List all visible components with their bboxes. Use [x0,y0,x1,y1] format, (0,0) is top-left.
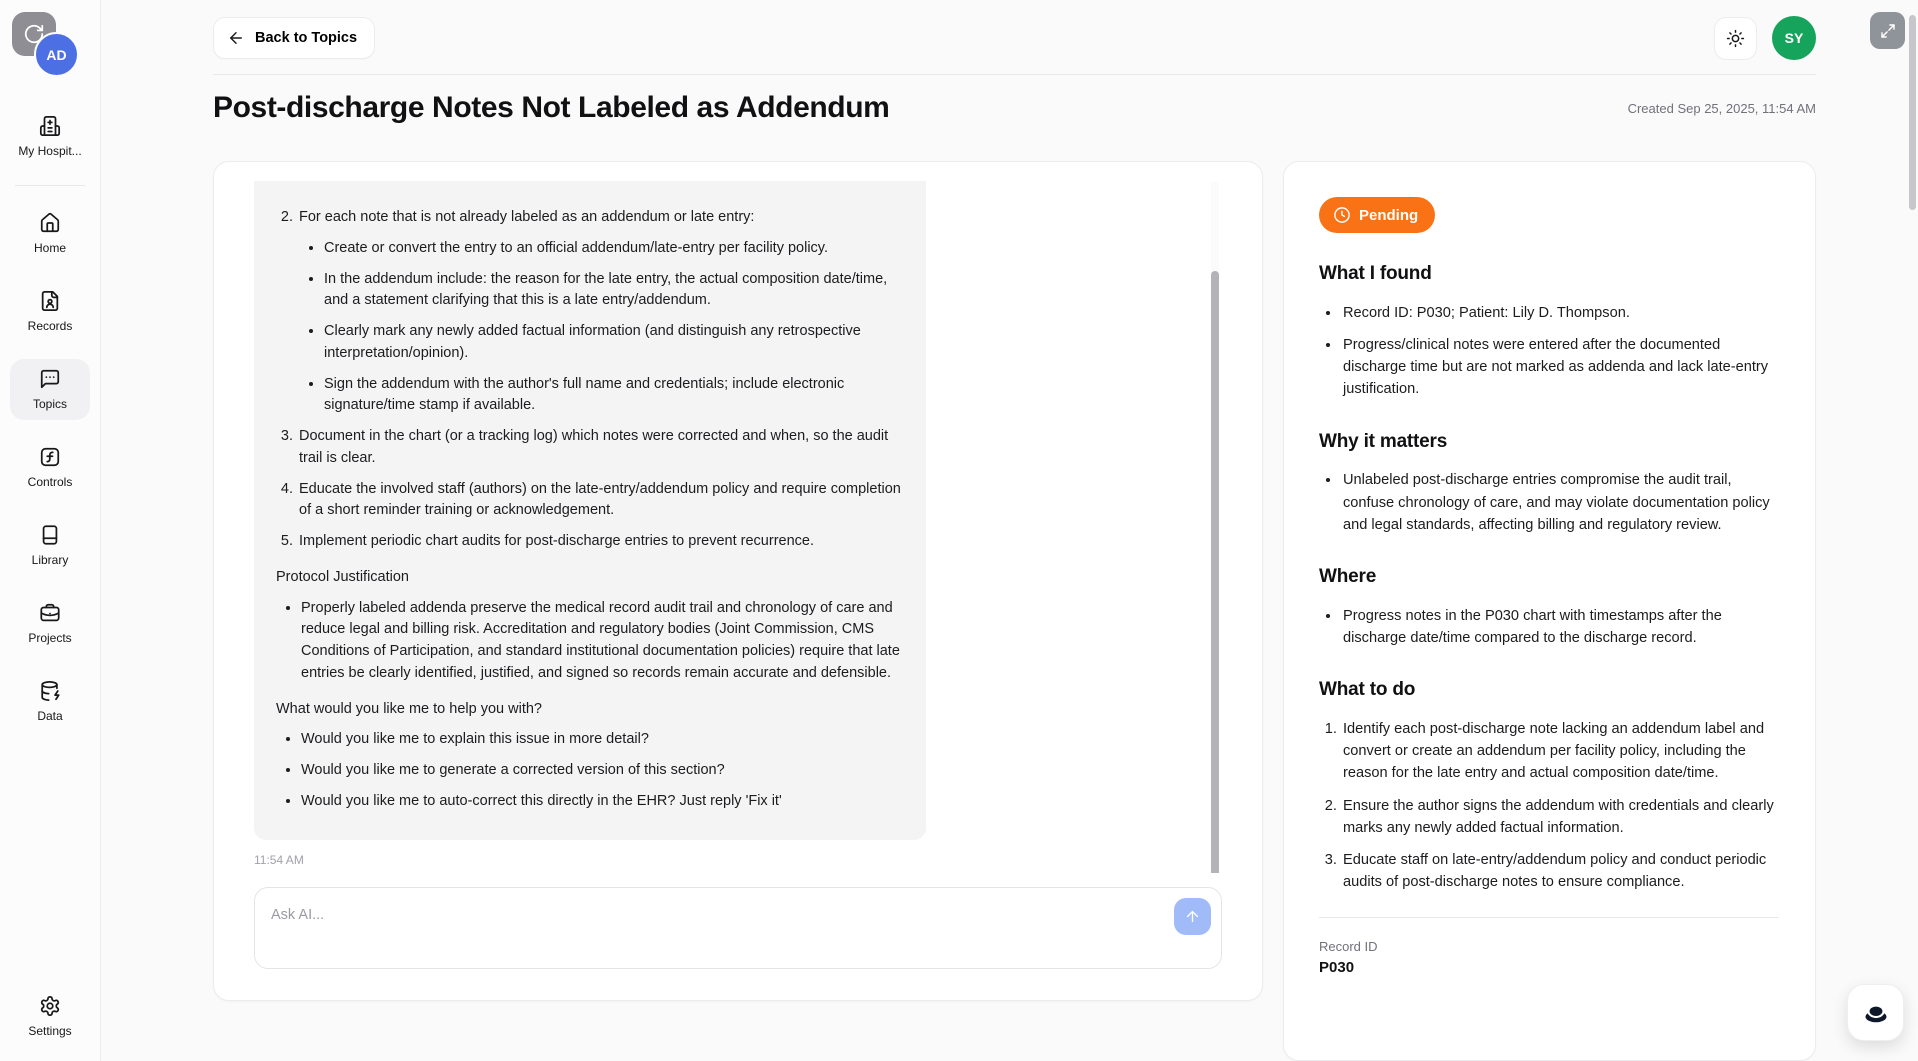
sidebar-item-library[interactable] [10,515,90,576]
topbar-right [1714,16,1816,60]
arrow-up-icon [1184,908,1201,925]
sidebar-item-records[interactable] [10,281,90,342]
message-list-item: 3. Document in the chart (or a tracking log) which notes were corrected and when, so the audit trail is clear. [297,426,908,470]
panel-section-list [1319,605,1779,649]
message-list-item: • Would you like me to explain this issue in more detail? [301,729,908,751]
controls-function-icon [39,446,61,468]
topics-chat-icon [39,368,61,390]
sidebar-item-label: Controls [27,475,73,489]
panel-divider [1319,917,1779,918]
message-sublist-item: • In the addendum include: the reason for the late entry, the actual composition date/time, and a statement clarifying that this is a late entry/addendum. [324,269,908,313]
header-divider [213,74,1816,75]
message-sublist-item: • Clearly mark any newly added factual information (and distinguish any retrospective interpretation/opinion). [324,321,908,365]
logo-stack [12,12,92,82]
page-title: Post-discharge Notes Not Labeled as Addendum [213,91,890,124]
panel-list-item: 3. Educate staff on late-entry/addendum policy and conduct periodic audits of post-discharge notes to ensure compliance. [1341,849,1779,893]
sidebar-item-label: Data [37,709,63,723]
message-list-item: • Properly labeled addenda preserve the medical record audit trail and chronology of care and reduce legal and billing risk. Accreditation and regulatory bodies (Joint Commission, CMS Conditions of Participation, and standard institutional documentation policies) require that late entries be clearly identified, justified, and signed so records remain accurate and defensible. [301,598,908,685]
message-list [276,729,908,812]
panel-list-item: 1. Identify each post-discharge note lacking an addendum label and convert or create an addendum per facility policy, including the reason for the late entry and actual composition date/time. [1341,718,1779,785]
assistant-message-bubble [254,181,926,840]
sidebar-item-my-hospital[interactable] [10,106,90,167]
message-paragraph: What would you like me to help you with? [276,700,542,717]
panel-section-heading: What to do [1319,679,1416,701]
sidebar-item-projects[interactable] [10,593,90,654]
ask-ai-input[interactable] [271,898,1174,939]
back-to-topics-button[interactable] [213,17,375,59]
expand-window-button[interactable] [1870,12,1905,49]
message-paragraph: Protocol Justification [276,568,409,585]
topbar [213,14,1816,62]
message-timestamp: 11:54 AM [254,852,304,867]
library-book-icon [39,524,61,546]
sidebar-item-home[interactable] [10,203,90,264]
message-list-item: 2. For each note that is not already labeled as an addendum or late entry: • Create or convert the entry to an official addendum/late-entry per facility policy. • In the addendum include: the reason for the late entry, the actual composition date/time, and a statement clarifying that this is a late entry/addendum. • Clearly mark any newly added factual information (and distinguish any retrospective interpretation/opinion). • Sign the addendum with the author's full name and credentials; include electronic signature/time stamp if available. [297,207,908,417]
chat-card [213,161,1263,1001]
sidebar-item-settings[interactable] [10,986,90,1047]
sidebar-item-controls[interactable] [10,437,90,498]
hospital-icon [39,115,61,137]
status-badge [1319,197,1435,233]
message-list [276,207,908,553]
user-avatar[interactable]: SY [1772,16,1816,60]
support-widget-button[interactable] [1847,984,1904,1041]
panel-section-heading: Where [1319,565,1377,587]
clock-icon [1333,206,1351,224]
issue-detail-panel [1283,161,1816,1061]
panel-list-item: • Record ID: P030; Patient: Lily D. Thompson. [1341,302,1779,324]
panel-section-list [1319,302,1779,401]
message-list-item: 5. Implement periodic chart audits for post-discharge entries to prevent recurrence. [297,531,908,553]
message-list-item: • Would you like me to auto-correct this directly in the EHR? Just reply 'Fix it' [301,791,908,813]
send-button[interactable] [1174,898,1211,935]
ask-ai-box [254,887,1222,969]
workspace-avatar[interactable]: AD [34,32,79,77]
panel-list-item: • Progress/clinical notes were entered after the documented discharge time but are not marked as addenda and lack late-entry justification. [1341,334,1779,401]
settings-gear-icon [39,995,61,1017]
sidebar-item-label: Library [31,553,69,567]
sidebar-item-label: Records [27,319,73,333]
panel-list-item: • Unlabeled post-discharge entries compromise the audit trail, confuse chronology of care, and may violate documentation policy and legal standards, affecting billing and regulatory review. [1341,469,1779,536]
record-id-label: Record ID [1319,939,1378,955]
title-row [213,91,1816,125]
sidebar-item-label: Projects [28,631,72,645]
panel-section-heading: Why it matters [1319,430,1448,452]
content-row [213,161,1816,1061]
message-scroll-area[interactable] [254,181,1222,873]
projects-briefcase-icon [39,602,61,624]
sidebar-item-label: Settings [28,1024,72,1038]
home-icon [39,212,61,234]
panel-sections [1319,260,1779,893]
sidebar-item-label: Topics [32,397,67,411]
arrow-left-icon [227,29,245,47]
sidebar-item-topics[interactable] [10,359,90,420]
message-list-item: • Would you like me to generate a corrected version of this section? [301,760,908,782]
button-widget-icon [1861,998,1891,1028]
panel-section-list [1319,469,1779,536]
created-timestamp: Created Sep 25, 2025, 11:54 AM [1627,100,1816,116]
sidebar-item-data[interactable] [10,671,90,732]
expand-arrows-icon [1879,22,1897,40]
sidebar-item-label: My Hospit... [18,144,82,158]
panel-list-item: 2. Ensure the author signs the addendum with credentials and clearly marks any newly added factual information. [1341,795,1779,839]
record-id-value: P030 [1319,959,1355,977]
theme-toggle-button[interactable] [1714,17,1757,60]
panel-list-item: • Progress notes in the P030 chart with timestamps after the discharge date/time compared to the discharge record. [1341,605,1779,649]
message-sublist-item: • Create or convert the entry to an official addendum/late-entry per facility policy. [324,238,908,260]
message-sublist-item: • Sign the addendum with the author's full name and credentials; include electronic signature/time stamp if available. [324,374,908,418]
message-sublist [299,238,908,417]
records-file-icon [39,290,61,312]
sidebar-item-label: Home [33,241,66,255]
main-content [101,0,1918,1061]
sun-icon [1726,29,1745,48]
sidebar-divider [15,185,85,186]
page-scrollbar-thumb[interactable] [1909,15,1916,210]
data-database-icon [39,680,61,702]
chat-scrollbar-thumb[interactable] [1211,271,1219,873]
panel-section-list [1319,718,1779,893]
message-list-item: 4. Educate the involved staff (authors) on the late-entry/addendum policy and require completion of a short reminder training or acknowledgement. [297,479,908,523]
status-badge-label: Pending [1359,206,1419,224]
back-button-label: Back to Topics [255,30,358,46]
message-list [276,598,908,685]
sidebar [0,0,101,1061]
panel-section-heading: What I found [1319,263,1432,284]
